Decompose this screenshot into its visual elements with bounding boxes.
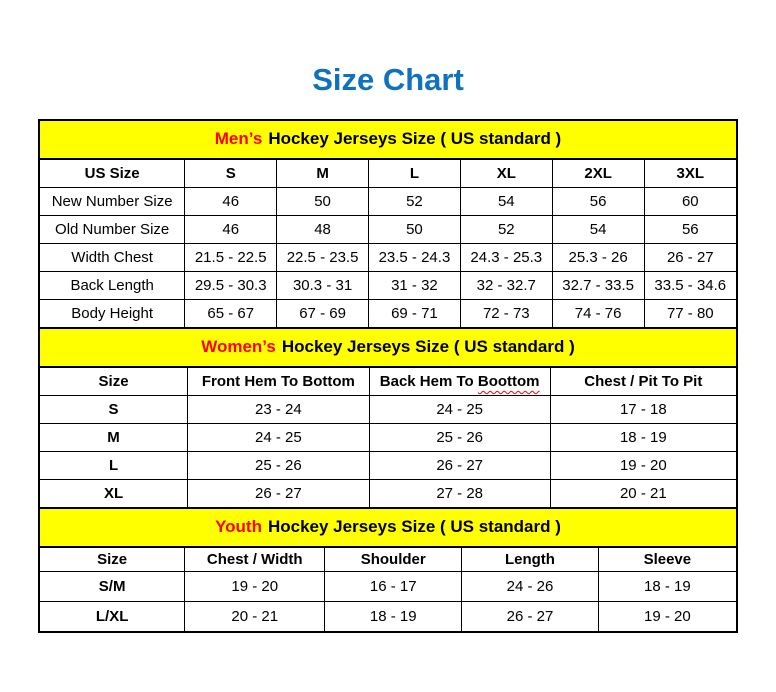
table-row bbox=[40, 244, 736, 272]
size-cell: 24 - 25 bbox=[188, 424, 370, 452]
size-cell: 52 bbox=[460, 216, 552, 244]
size-cell: 69 - 71 bbox=[369, 300, 461, 328]
row-label: S bbox=[40, 396, 188, 424]
column-header: Front Hem To Bottom bbox=[188, 368, 370, 396]
size-cell: 77 - 80 bbox=[644, 300, 736, 328]
size-cell: 25 - 26 bbox=[188, 452, 370, 480]
band-text: Hockey Jerseys Size ( US standard ) bbox=[281, 337, 575, 356]
row-label: S/M bbox=[40, 572, 185, 602]
size-cell: 25.3 - 26 bbox=[552, 244, 644, 272]
misspelled-word: Boottom bbox=[477, 373, 540, 390]
size-cell: 32 - 32.7 bbox=[460, 272, 552, 300]
size-cell: 18 - 19 bbox=[325, 602, 462, 632]
mens-table bbox=[40, 160, 736, 327]
size-cell: 48 bbox=[277, 216, 369, 244]
size-cell: 25 - 26 bbox=[369, 424, 550, 452]
size-cell: 24 - 25 bbox=[369, 396, 550, 424]
size-cell: 23.5 - 24.3 bbox=[369, 244, 461, 272]
row-label: L bbox=[40, 452, 188, 480]
size-cell: 26 - 27 bbox=[644, 244, 736, 272]
size-cell: 56 bbox=[644, 216, 736, 244]
size-cell: 30.3 - 31 bbox=[277, 272, 369, 300]
column-header: Chest / Pit To Pit bbox=[550, 368, 736, 396]
table-row bbox=[40, 188, 736, 216]
size-cell: 23 - 24 bbox=[188, 396, 370, 424]
table-row bbox=[40, 300, 736, 328]
section-mens bbox=[40, 121, 736, 327]
column-header: M bbox=[277, 160, 369, 188]
table-row bbox=[40, 424, 736, 452]
page-title: Size Chart bbox=[312, 62, 464, 97]
size-cell: 46 bbox=[185, 188, 277, 216]
band-highlight: Men’s bbox=[214, 129, 263, 148]
size-cell: 74 - 76 bbox=[552, 300, 644, 328]
size-cell: 26 - 27 bbox=[188, 480, 370, 508]
size-cell: 67 - 69 bbox=[277, 300, 369, 328]
size-cell: 50 bbox=[369, 216, 461, 244]
column-header: US Size bbox=[40, 160, 185, 188]
header-row bbox=[40, 548, 736, 572]
row-label: New Number Size bbox=[40, 188, 185, 216]
size-cell: 56 bbox=[552, 188, 644, 216]
size-cell: 18 - 19 bbox=[598, 572, 736, 602]
band-highlight: Youth bbox=[215, 517, 262, 536]
row-label: XL bbox=[40, 480, 188, 508]
column-header bbox=[369, 368, 550, 396]
size-cell: 46 bbox=[185, 216, 277, 244]
size-cell: 21.5 - 22.5 bbox=[185, 244, 277, 272]
table-row bbox=[40, 452, 736, 480]
header-row bbox=[40, 160, 736, 188]
column-header: Size bbox=[40, 368, 188, 396]
header-row bbox=[40, 368, 736, 396]
column-header: Length bbox=[462, 548, 598, 572]
size-cell: 20 - 21 bbox=[185, 602, 325, 632]
womens-table bbox=[40, 368, 736, 507]
row-label: M bbox=[40, 424, 188, 452]
womens-band bbox=[40, 327, 736, 368]
size-cell: 26 - 27 bbox=[369, 452, 550, 480]
size-cell: 60 bbox=[644, 188, 736, 216]
column-header: Chest / Width bbox=[185, 548, 325, 572]
table-row bbox=[40, 216, 736, 244]
column-header: XL bbox=[460, 160, 552, 188]
youth-band bbox=[40, 507, 736, 548]
section-womens bbox=[40, 327, 736, 507]
size-cell: 19 - 20 bbox=[550, 452, 736, 480]
column-header: Size bbox=[40, 548, 185, 572]
row-label: Old Number Size bbox=[40, 216, 185, 244]
table-row bbox=[40, 480, 736, 508]
row-label: Body Height bbox=[40, 300, 185, 328]
size-cell: 19 - 20 bbox=[185, 572, 325, 602]
column-header: S bbox=[185, 160, 277, 188]
size-cell: 24 - 26 bbox=[462, 572, 598, 602]
size-cell: 19 - 20 bbox=[598, 602, 736, 632]
size-cell: 26 - 27 bbox=[462, 602, 598, 632]
column-header-text: Back Hem To bbox=[379, 373, 478, 390]
column-header: 2XL bbox=[552, 160, 644, 188]
size-cell: 20 - 21 bbox=[550, 480, 736, 508]
table-row bbox=[40, 272, 736, 300]
column-header: Shoulder bbox=[325, 548, 462, 572]
column-header: Sleeve bbox=[598, 548, 736, 572]
size-cell: 54 bbox=[552, 216, 644, 244]
size-cell: 33.5 - 34.6 bbox=[644, 272, 736, 300]
size-cell: 22.5 - 23.5 bbox=[277, 244, 369, 272]
mens-band bbox=[40, 121, 736, 160]
size-cell: 65 - 67 bbox=[185, 300, 277, 328]
row-label: L/XL bbox=[40, 602, 185, 632]
section-youth bbox=[40, 507, 736, 631]
table-row bbox=[40, 572, 736, 602]
size-chart bbox=[38, 119, 738, 633]
size-cell: 50 bbox=[277, 188, 369, 216]
band-highlight: Women’s bbox=[201, 337, 276, 356]
row-label: Back Length bbox=[40, 272, 185, 300]
table-row bbox=[40, 396, 736, 424]
size-cell: 24.3 - 25.3 bbox=[460, 244, 552, 272]
size-cell: 29.5 - 30.3 bbox=[185, 272, 277, 300]
size-cell: 18 - 19 bbox=[550, 424, 736, 452]
column-header: L bbox=[369, 160, 461, 188]
size-cell: 32.7 - 33.5 bbox=[552, 272, 644, 300]
column-header: 3XL bbox=[644, 160, 736, 188]
table-row bbox=[40, 602, 736, 632]
size-cell: 27 - 28 bbox=[369, 480, 550, 508]
row-label: Width Chest bbox=[40, 244, 185, 272]
youth-table bbox=[40, 548, 736, 631]
band-text: Hockey Jerseys Size ( US standard ) bbox=[267, 517, 561, 536]
size-cell: 54 bbox=[460, 188, 552, 216]
size-cell: 31 - 32 bbox=[369, 272, 461, 300]
size-cell: 16 - 17 bbox=[325, 572, 462, 602]
size-cell: 17 - 18 bbox=[550, 396, 736, 424]
band-text: Hockey Jerseys Size ( US standard ) bbox=[268, 129, 562, 148]
size-cell: 72 - 73 bbox=[460, 300, 552, 328]
size-cell: 52 bbox=[369, 188, 461, 216]
